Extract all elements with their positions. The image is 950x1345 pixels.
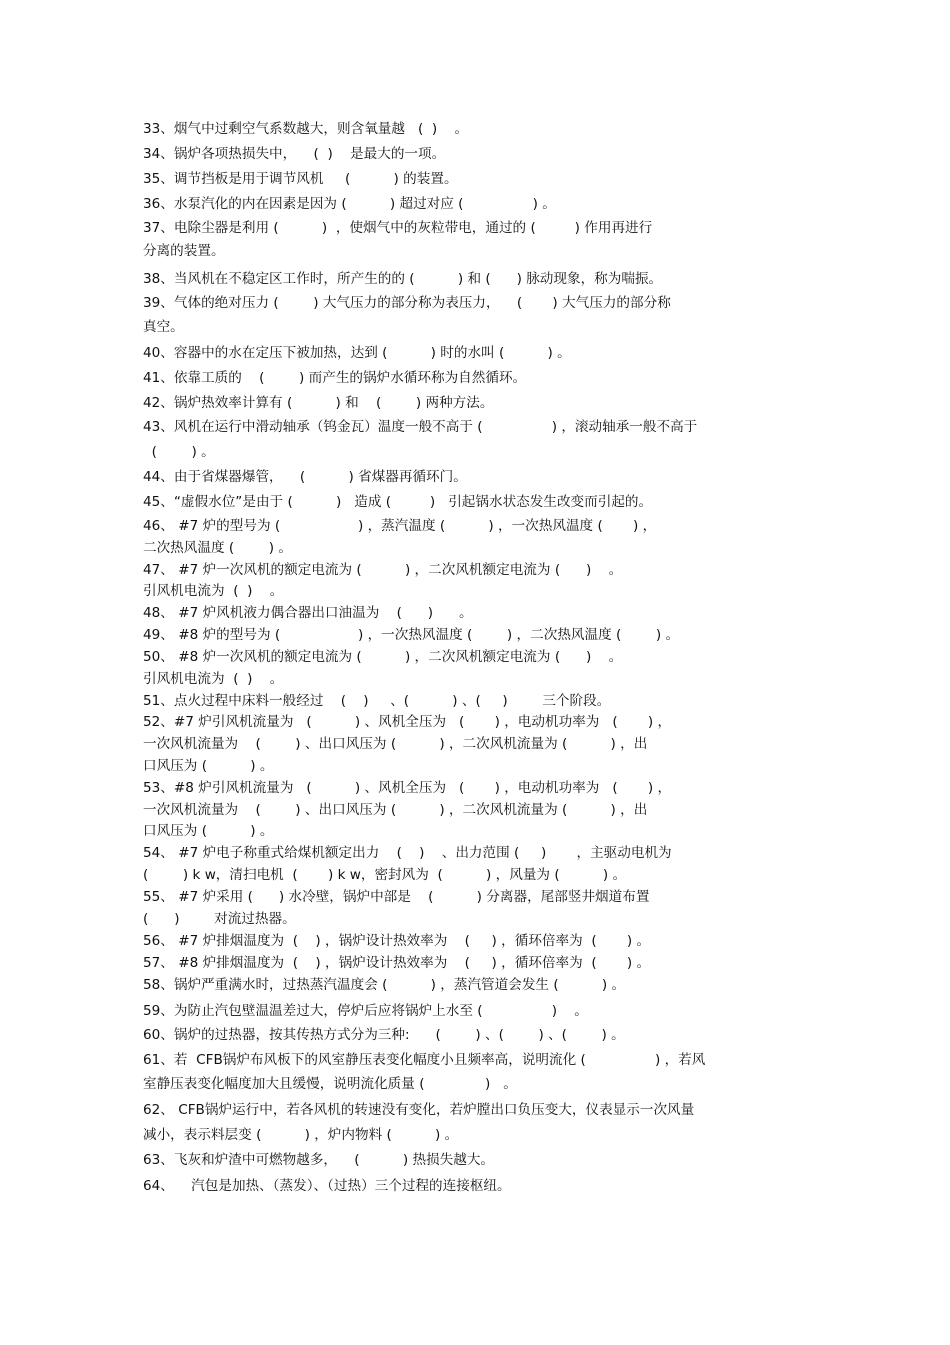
question-38: 38、当风机在不稳定区工作时，所产生的的 ( ) 和 ( ) 脉动现象，称为喘振。 xyxy=(143,271,663,287)
question-61-cont: 室静压表变化幅度加大且缓慢，说明流化质量 ( ) 。 xyxy=(143,1076,517,1092)
question-46: 46、 #7 炉的型号为 ( ) ，蒸汽温度 ( ) ，一次热风温度 ( ) ， xyxy=(143,518,657,534)
question-58: 58、锅炉严重满水时，过热蒸汽温度会 ( ) ，蒸汽管道会发生 ( ) 。 xyxy=(143,977,626,993)
question-48: 48、 #7 炉风机液力偶合器出口油温为 ( ) 。 xyxy=(143,605,473,621)
question-35: 35、调节挡板是用于调节风机 ( ) 的装置。 xyxy=(143,171,458,187)
question-62: 62、 CFB锅炉运行中，若各风机的转速没有变化，若炉膛出口负压变大，仪表显示一次风量 xyxy=(143,1102,695,1118)
question-52-cont-1: 一次风机流量为 ( ) 、出口风压为 ( ) ，二次风机流量为 ( ) ，出 xyxy=(143,736,648,752)
question-39: 39、气体的绝对压力 ( ) 大气压力的部分称为表压力， ( ) 大气压力的部分称 xyxy=(143,295,671,311)
question-46-cont: 二次热风温度 ( ) 。 xyxy=(143,540,292,556)
question-34: 34、锅炉各项热损失中， ( ) 是最大的一项。 xyxy=(143,146,446,162)
question-43-cont: ( ) 。 xyxy=(143,444,215,460)
question-59: 59、为防止汽包壁温温差过大，停炉后应将锅炉上水至 ( ) 。 xyxy=(143,1003,588,1019)
question-36: 36、水泵汽化的内在因素是因为 ( ) 超过对应 ( ) 。 xyxy=(143,196,556,212)
question-47-cont: 引风机电流为 ( ) 。 xyxy=(143,583,284,599)
question-55-cont: ( ) 对流过热器。 xyxy=(143,911,296,927)
question-52-cont-2: 口风压为 ( ) 。 xyxy=(143,758,274,774)
question-63: 63、飞灰和炉渣中可燃物越多， ( ) 热损失越大。 xyxy=(143,1152,495,1168)
question-61: 61、若 CFB锅炉布风板下的风室静压表变化幅度小且频率高，说明流化 ( ) ，若风 xyxy=(143,1052,706,1068)
question-50-cont: 引风机电流为 ( ) 。 xyxy=(143,671,284,687)
question-44: 44、由于省煤器爆管， ( ) 省煤器再循环门。 xyxy=(143,469,467,485)
question-43: 43、风机在运行中滑动轴承（钨金瓦）温度一般不高于 ( ) ，滚动轴承一般不高于 xyxy=(143,419,698,435)
question-37-cont: 分离的装置。 xyxy=(143,243,225,259)
question-33: 33、烟气中过剩空气系数越大，则含氧量越 ( ) 。 xyxy=(143,121,469,137)
question-45: 45、“虚假水位”是由于 ( ) 造成 ( ) 引起锅水状态发生改变而引起的。 xyxy=(143,494,653,510)
question-41: 41、依靠工质的 ( ) 而产生的锅炉水循环称为自然循环。 xyxy=(143,370,527,386)
question-42: 42、锅炉热效率计算有 ( ) 和 ( ) 两种方法。 xyxy=(143,395,494,411)
question-47: 47、 #7 炉一次风机的额定电流为 ( ) ，二次风机额定电流为 ( ) 。 xyxy=(143,562,623,578)
question-56: 56、 #7 炉排烟温度为 ( ) ，锅炉设计热效率为 ( ) ，循环倍率为 ( ) 。 xyxy=(143,933,651,949)
question-53-cont-2: 口风压为 ( ) 。 xyxy=(143,823,274,839)
question-52: 52、#7 炉引风机流量为 ( ) 、风机全压为 ( ) ，电动机功率为 ( ) ， xyxy=(143,714,672,730)
question-62-cont: 减小，表示料层变 ( ) ，炉内物料 ( ) 。 xyxy=(143,1127,459,1143)
question-51: 51、点火过程中床料一般经过 ( ) 、( ) 、( ) 三个阶段。 xyxy=(143,693,611,709)
question-50: 50、 #8 炉一次风机的额定电流为 ( ) ，二次风机额定电流为 ( ) 。 xyxy=(143,649,623,665)
question-53: 53、#8 炉引风机流量为 ( ) 、风机全压为 ( ) ，电动机功率为 ( ) ， xyxy=(143,780,672,796)
question-54: 54、 #7 炉电子称重式给煤机额定出力 ( ) 、出力范围 ( ) ，主驱动电机为 xyxy=(143,845,672,861)
question-37: 37、电除尘器是利用 ( ) ，使烟气中的灰粒带电，通过的 ( ) 作用再进行 xyxy=(143,220,653,236)
question-39-cont: 真空。 xyxy=(143,319,184,335)
question-54-cont: ( ) k w，清扫电机 ( ) k w，密封风为 ( ) ，风量为 ( ) 。 xyxy=(143,867,627,883)
question-55: 55、 #7 炉采用 ( ) 水冷壁，锅炉中部是 ( ) 分离器，尾部竖井烟道布置 xyxy=(143,889,650,905)
question-53-cont-1: 一次风机流量为 ( ) 、出口风压为 ( ) ，二次风机流量为 ( ) ，出 xyxy=(143,802,648,818)
question-57: 57、 #8 炉排烟温度为 ( ) ，锅炉设计热效率为 ( ) ，循环倍率为 ( ) 。 xyxy=(143,955,651,971)
question-60: 60、锅炉的过热器，按其传热方式分为三种: ( ) 、( ) 、( ) 。 xyxy=(143,1027,625,1043)
question-49: 49、 #8 炉的型号为 ( ) ，一次热风温度 ( ) ，二次热风温度 ( ) 。 xyxy=(143,627,680,643)
question-40: 40、容器中的水在定压下被加热，达到 ( ) 时的水叫 ( ) 。 xyxy=(143,345,571,361)
question-64: 64、 汽包是加热、（蒸发）、（过热）三个过程的连接枢纽。 xyxy=(143,1178,511,1194)
